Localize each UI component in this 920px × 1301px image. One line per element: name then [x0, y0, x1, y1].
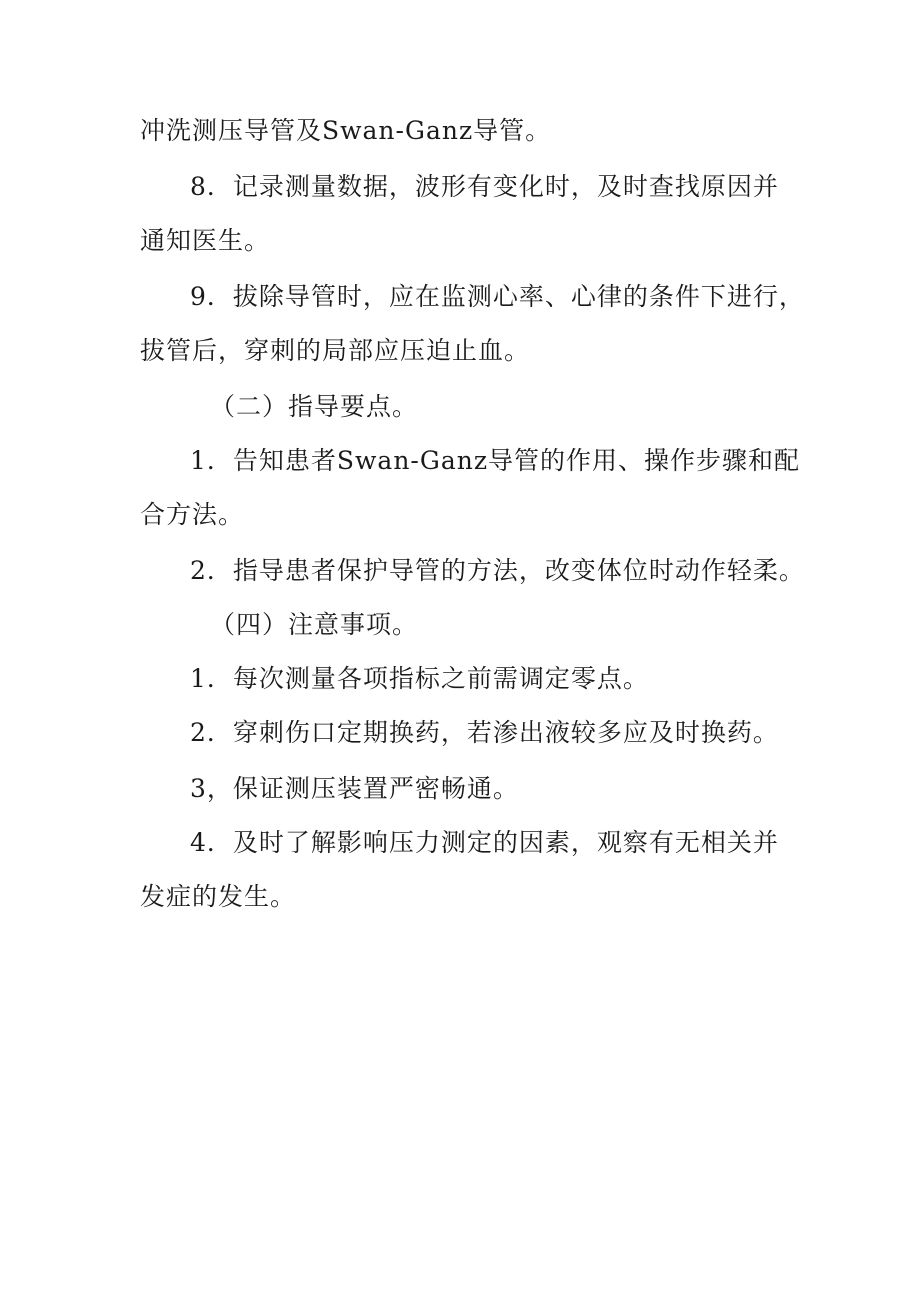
text-line: 拔管后，穿刺的局部应压迫止血。: [140, 336, 531, 365]
text-line: 发症的发生。: [140, 882, 297, 911]
text-line: 合方法。: [140, 500, 245, 529]
text-line: 4．及时了解影响压力测定的因素，观察有无相关并: [190, 828, 779, 857]
text-line: 1．每次测量各项指标之前需调定零点。: [190, 664, 649, 693]
text-line: 冲洗测压导管及Swan-Ganz导管。: [140, 116, 552, 145]
text-line: 2．指导患者保护导管的方法，改变体位时动作轻柔。: [190, 556, 805, 585]
text-line: 9．拔除导管时，应在监测心率、心律的条件下进行，: [190, 282, 805, 311]
text-line: 1．告知患者Swan-Ganz导管的作用、操作步骤和配: [190, 446, 801, 475]
text-line: 2．穿刺伤口定期换药，若渗出液较多应及时换药。: [190, 718, 779, 747]
text-line: 通知医生。: [140, 226, 271, 255]
text-line: 3，保证测压装置严密畅通。: [190, 774, 519, 803]
section-heading: （二）指导要点。: [210, 392, 419, 421]
text-line: 8．记录测量数据，波形有变化时，及时查找原因并: [190, 172, 779, 201]
section-heading: （四）注意事项。: [210, 610, 419, 639]
